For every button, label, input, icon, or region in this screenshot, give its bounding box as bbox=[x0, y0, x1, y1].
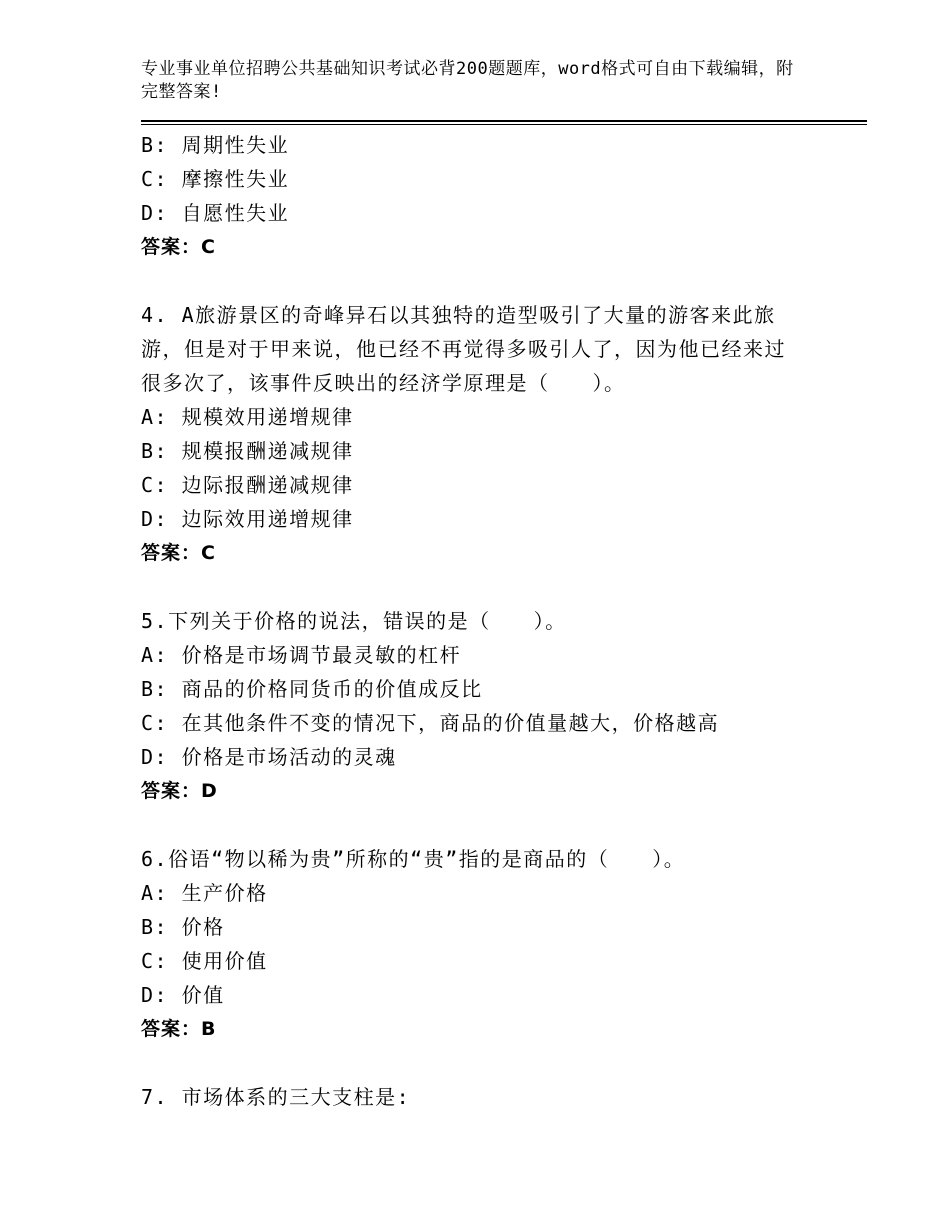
spacer bbox=[141, 570, 821, 604]
option-c: C: 使用价值 bbox=[141, 949, 268, 973]
spacer bbox=[141, 264, 821, 298]
option-c: C: 摩擦性失业 bbox=[141, 167, 290, 191]
question-stem: 5.下列关于价格的说法，错误的是（ ）。 bbox=[141, 609, 567, 633]
option-c: C: 在其他条件不变的情况下，商品的价值量越大，价格越高 bbox=[141, 711, 720, 735]
question-stem: 4. A旅游景区的奇峰异石以其独特的造型吸引了大量的游客来此旅游，但是对于甲来说，他已经不再觉得多吸引人了，因为他已经来过很多次了，该事件反映出的经济学原理是（ ）。 bbox=[141, 303, 786, 395]
option-b: B: 商品的价格同货币的价值成反比 bbox=[141, 677, 483, 701]
option-b: B: 价格 bbox=[141, 915, 225, 939]
question-stem: 6.俗语“物以稀为贵”所称的“贵”指的是商品的（ ）。 bbox=[141, 847, 686, 871]
answer-line: 答案：C bbox=[141, 236, 216, 258]
question-3 bbox=[141, 128, 821, 264]
question-stem: 7. 市场体系的三大支柱是: bbox=[141, 1085, 411, 1109]
question-5 bbox=[141, 604, 821, 808]
option-a: A: 生产价格 bbox=[141, 881, 268, 905]
option-b: B: 规模报酬递减规律 bbox=[141, 439, 354, 463]
option-d: D: 边际效用递增规律 bbox=[141, 507, 354, 531]
answer-line: 答案：B bbox=[141, 1018, 217, 1040]
option-a: A: 规模效用递增规律 bbox=[141, 405, 354, 429]
page-header: 专业事业单位招聘公共基础知识考试必背200题题库，word格式可自由下载编辑，附完整答案! bbox=[141, 59, 794, 102]
header-rule-thick bbox=[141, 120, 867, 122]
question-7 bbox=[141, 1080, 821, 1114]
option-d: D: 自愿性失业 bbox=[141, 201, 290, 225]
answer-line: 答案：C bbox=[141, 542, 216, 564]
option-a: A: 价格是市场调节最灵敏的杠杆 bbox=[141, 643, 462, 667]
spacer bbox=[141, 808, 821, 842]
answer-line: 答案：D bbox=[141, 780, 218, 802]
spacer bbox=[141, 1046, 821, 1080]
question-content bbox=[141, 128, 821, 1114]
option-b: B: 周期性失业 bbox=[141, 133, 290, 157]
header-rule-thin bbox=[141, 124, 867, 125]
question-6 bbox=[141, 842, 821, 1046]
question-4 bbox=[141, 298, 821, 570]
option-c: C: 边际报酬递减规律 bbox=[141, 473, 354, 497]
option-d: D: 价格是市场活动的灵魂 bbox=[141, 745, 397, 769]
option-d: D: 价值 bbox=[141, 983, 225, 1007]
